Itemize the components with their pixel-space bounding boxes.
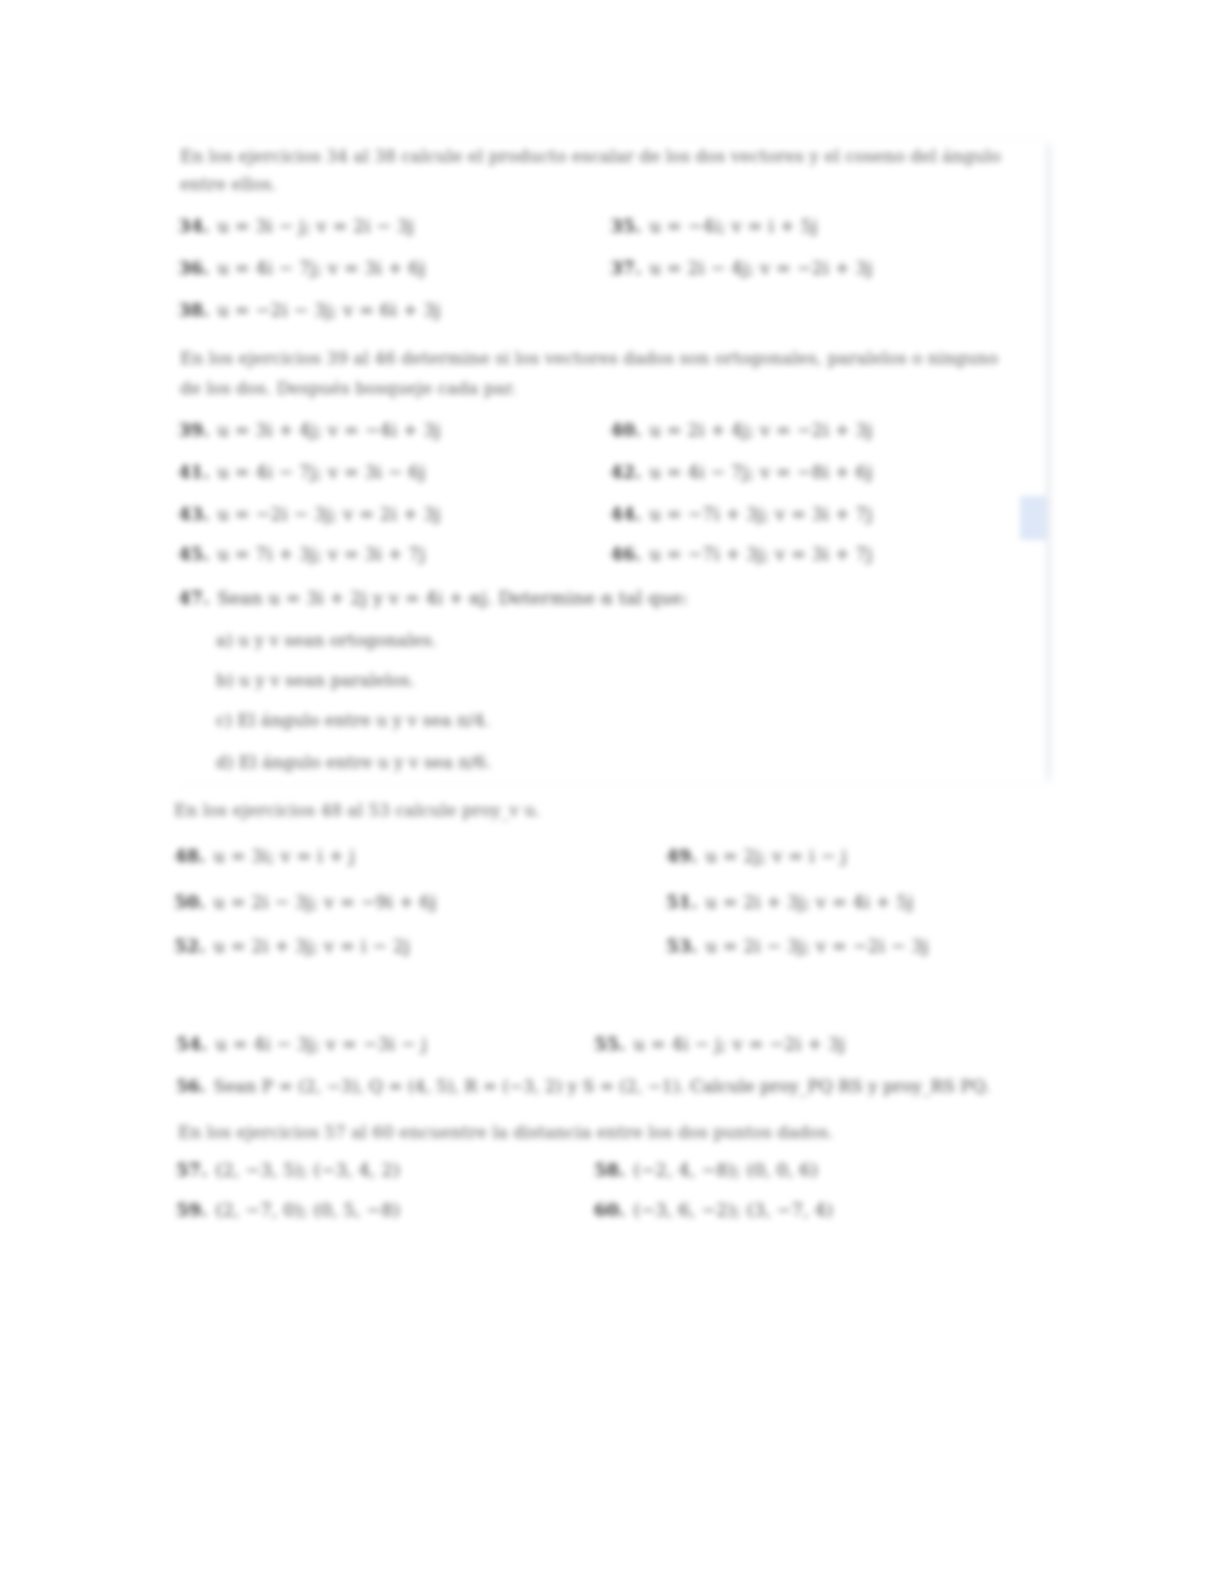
exercise-43 (178, 504, 441, 526)
exercise-35 (610, 216, 818, 238)
exercise-number: 52. (174, 936, 206, 957)
exercise-text: Sean u = 3i + 2j y v = 4i + αj. Determine α tal que: (217, 588, 688, 609)
exercise-44 (610, 504, 873, 526)
exercise-47-part-b: b) u y v sean paralelos. (216, 671, 416, 691)
exercise-39 (178, 420, 441, 442)
exercise-text: u = 4i − 7j; v = −8i + 6j (649, 462, 873, 483)
exercise-text: (2, −3, 5); (−3, 4, 2) (215, 1160, 400, 1181)
exercise-53 (666, 936, 929, 958)
exercise-text: u = 7i + 3j; v = 3i + 7j (217, 544, 426, 565)
exercise-54 (176, 1034, 427, 1056)
exercise-text: (−3, 6, −2); (3, −7, 4) (633, 1200, 833, 1221)
section2-intro-line1: En los ejercicios 39 al 46 determine si los vectores dados son ortogonales, paralelos o ninguno (180, 349, 999, 369)
section2-intro-line2: de los dos. Después bosqueje cada par. (180, 379, 517, 399)
exercise-number: 48. (174, 846, 206, 867)
exercise-47-part-c: c) El ángulo entre u y v sea π/4. (216, 711, 491, 731)
exercise-number: 59. (176, 1200, 208, 1221)
exercise-text: u = 2i − 4j; v = −2i + 3j (649, 258, 873, 279)
exercise-text: u = 3i; v = i + j (213, 846, 355, 867)
exercise-number: 42. (610, 462, 642, 483)
exercise-number: 43. (178, 504, 210, 525)
exercise-number: 54. (176, 1034, 208, 1055)
exercise-text: u = 4i − 3j; v = −3i − j (215, 1034, 428, 1055)
exercise-47-part-a: a) u y v sean ortogonales. (216, 631, 438, 651)
exercise-text: u = 2i + 3j; v = 4i + 5j (705, 892, 914, 913)
exercise-number: 49. (666, 846, 698, 867)
exercise-text: Sean P = (2, −3), Q = (4, 5), R = (−3, 2) y S = (2, −1). Calcule proy_PQ RS y proy_RS PQ. (213, 1077, 991, 1097)
exercise-36 (178, 258, 425, 280)
exercise-59 (176, 1200, 400, 1222)
exercise-text: (−2, 4, −8); (0, 0, 6) (633, 1160, 818, 1181)
exercise-number: 39. (178, 420, 210, 441)
exercise-37 (610, 258, 873, 280)
exercise-60 (594, 1200, 833, 1222)
exercise-text: u = 2i − 3j; v = −9i + 6j (213, 892, 437, 913)
exercise-47 (178, 588, 688, 610)
exercise-text: (2, −7, 0); (0, 5, −8) (215, 1200, 400, 1221)
exercise-text: u = 4i − 7j; v = 3i − 6j (217, 462, 426, 483)
exercise-46 (610, 544, 873, 566)
exercise-number: 36. (178, 258, 210, 279)
exercise-text: u = 4i − 7j; v = 3i + 6j (217, 258, 426, 279)
exercise-number: 58. (594, 1160, 626, 1181)
exercise-number: 38. (178, 300, 210, 321)
exercise-text: u = −7i + 3j; v = 3i + 7j (649, 504, 873, 525)
exercise-number: 50. (174, 892, 206, 913)
exercise-number: 40. (610, 420, 642, 441)
exercise-45 (178, 544, 425, 566)
exercise-50 (174, 892, 437, 914)
section1-intro-line1: En los ejercicios 34 al 38 calcule el producto escalar de los dos vectores y el coseno del ángulo (180, 147, 1001, 167)
exercise-text: u = −2i − 3j; v = 6i + 3j (217, 300, 441, 321)
exercise-34 (178, 216, 414, 238)
exercise-38 (178, 300, 441, 322)
exercise-number: 57. (176, 1160, 208, 1181)
exercise-49 (666, 846, 847, 868)
exercise-text: u = 3i + 4j; v = −4i + 3j (217, 420, 441, 441)
exercise-48 (174, 846, 355, 868)
exercise-number: 44. (610, 504, 642, 525)
exercise-text: u = 2i + 4j; v = −2i + 3j (649, 420, 873, 441)
exercise-text: u = 2i + 3j; v = i − 2j (213, 936, 411, 957)
exercise-47-part-d: d) El ángulo entre u y v sea π/6. (216, 753, 492, 773)
exercise-51 (666, 892, 913, 914)
exercise-text: u = 2j; v = i − j (705, 846, 847, 867)
exercise-55 (594, 1034, 845, 1056)
exercise-41 (178, 462, 425, 484)
exercise-number: 41. (178, 462, 210, 483)
exercise-text: u = −2i − 3j; v = 2i + 3j (217, 504, 441, 525)
exercise-42 (610, 462, 873, 484)
exercise-text: u = 4i − j; v = −2i + 3j (633, 1034, 846, 1055)
exercise-text: u = 2i − 3j; v = −2i − 3j (705, 936, 929, 957)
exercise-number: 56. (176, 1077, 206, 1097)
exercise-52 (174, 936, 410, 958)
exercise-text: u = −4i; v = i + 5j (649, 216, 818, 237)
exercise-58 (594, 1160, 818, 1182)
exercise-number: 35. (610, 216, 642, 237)
scrollbar-hint (1020, 496, 1046, 540)
exercise-56 (176, 1076, 990, 1098)
exercise-number: 55. (594, 1034, 626, 1055)
section4-intro: En los ejercicios 57 al 60 encuentre la distancia entre los dos puntos dados. (178, 1123, 834, 1143)
exercise-number: 60. (594, 1200, 626, 1221)
exercise-number: 53. (666, 936, 698, 957)
exercise-57 (176, 1160, 400, 1182)
section1-intro-line2: entre ellos. (180, 175, 277, 195)
section3-intro: En los ejercicios 48 al 53 calcule proy_v u. (174, 801, 541, 821)
exercise-40 (610, 420, 873, 442)
exercise-number: 51. (666, 892, 698, 913)
exercise-number: 45. (178, 544, 210, 565)
exercise-text: u = 3i − j; v = 2i − 3j (217, 216, 415, 237)
exercise-number: 46. (610, 544, 642, 565)
exercise-number: 47. (178, 588, 210, 609)
exercise-number: 34. (178, 216, 210, 237)
exercise-number: 37. (610, 258, 642, 279)
exercise-text: u = −7i + 3j; v = 3i + 7j (649, 544, 873, 565)
